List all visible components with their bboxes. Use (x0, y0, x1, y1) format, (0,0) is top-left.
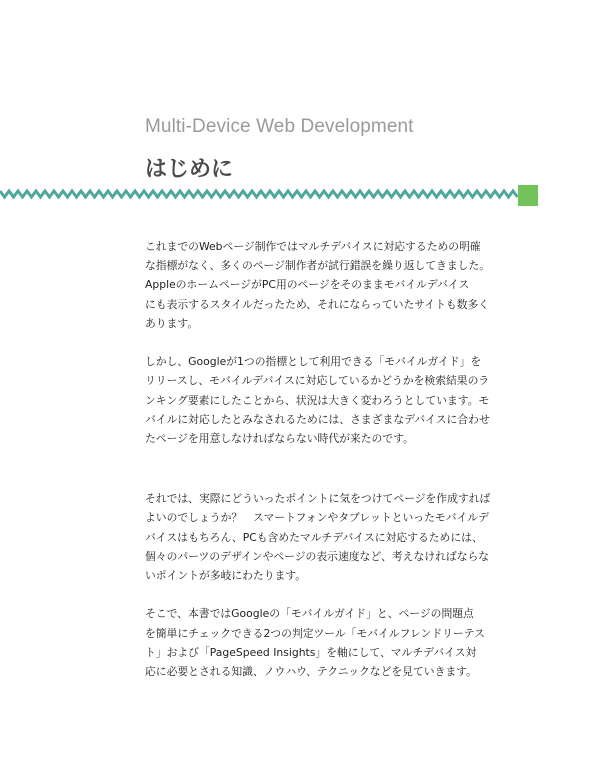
paragraph-line: バイスはもちろん、PCも含めたマルチデバイスに対応するためには、 (145, 530, 483, 544)
paragraph-line: な指標がなく、多くのページ制作者が試行錯誤を繰り返してきました。 (145, 259, 491, 273)
paragraph-2 (145, 352, 490, 448)
paragraph-line: 応に必要とされる知識、ノウハウ、テクニックなどを見ていきます。 (145, 665, 477, 679)
chapter-title: はじめに (145, 157, 234, 182)
paragraph-line: にも表示するスタイルだったため、それにならっていたサイトも数多く (145, 297, 490, 311)
paragraph-line: たページを用意しなければならない時代が来たのです。 (145, 432, 414, 446)
paragraph-line: AppleのホームページがPC用のページをそのままモバイルデバイス (145, 278, 470, 292)
paragraph-1 (145, 237, 491, 333)
paragraph-line: そこで、本書ではGoogleの「モバイルガイド」と、ページの問題点 (145, 607, 474, 621)
paragraph-line: あります。 (145, 316, 199, 330)
accent-square (518, 185, 538, 206)
paragraph-line: それでは、実際にどういったポイントに気をつけてページを作成すれば (145, 492, 491, 506)
zigzag-divider (0, 188, 520, 200)
book-subtitle: Multi-Device Web Development (145, 116, 414, 137)
paragraph-line: を簡単にチェックできる2つの判定ツール「モバイルフレンドリーテス (145, 626, 485, 640)
paragraph-line: ト」および「PageSpeed Insights」を軸にして、マルチデバイス対 (145, 645, 477, 659)
paragraph-line: バイルに対応したとみなされるためには、さまざまなデバイスに合わせ (145, 412, 490, 426)
paragraph-line: 個々のパーツのデザインやページの表示速度など、考えなければならな (145, 549, 490, 563)
paragraph-line: リリースし、モバイルデバイスに対応しているかどうかを検索結果のラ (145, 374, 490, 388)
paragraph-line: しかし、Googleが1つの指標として利用できる「モバイルガイド」を (145, 355, 482, 369)
paragraph-line: これまでのWebページ制作ではマルチデバイスに対応するための明確 (145, 240, 481, 253)
paragraph-line: よいのでしょうか？ スマートフォンやタブレットといったモバイルデ (145, 511, 489, 525)
body-text (145, 237, 491, 681)
paragraph-3 (145, 489, 491, 585)
paragraph-line: いポイントが多岐にわたります。 (145, 569, 307, 583)
paragraph-4 (145, 604, 485, 681)
paragraph-line: ンキング要素にしたことから、状況は大きく変わろうとしています。モ (145, 393, 490, 407)
